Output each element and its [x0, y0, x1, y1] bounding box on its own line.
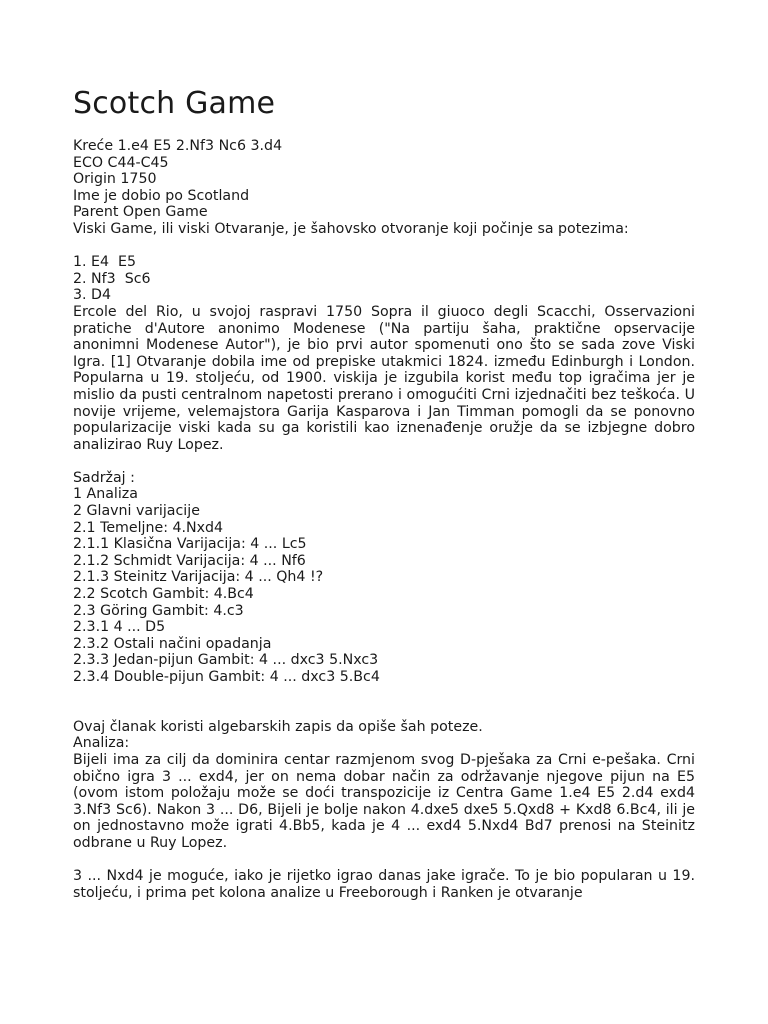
- table-of-contents: [73, 470, 695, 686]
- info-line: ECO C44-C45: [73, 154, 169, 171]
- document-page: [73, 84, 695, 901]
- spacer: [73, 686, 695, 719]
- history-paragraph: Ercole del Rio, u svojoj raspravi 1750 Sopra il giuoco degli Scacchi, Osservazioni pratiche d'Autore anonimo Modenese ("Na partiju šaha, praktične opservacije anonimni Modenese Autor"), je bio prvi autor spomenuti ono što se sada zove Viski Igra. [1] Otvaranje dobila ime od prepiske utakmici 1824. između Edinburgh i London. Popularna u 19. stoljeću, od 1900. viskija je izgubila korist među top igračima jer je mislio da pusti centralnom napetosti prerano i omogućiti Crni izjednačiti bez teškoća. U novije vrijeme, velemajstora Garija Kasparova i Jan Timman pomogli da se ponovno popularizacije viski kada su ga koristili kao iznenađenje oružje da se izbjegne dobro analizirao Ruy Lopez.: [73, 303, 695, 453]
- toc-item: 2.3.1 4 ... D5: [73, 619, 166, 636]
- info-block: [73, 138, 695, 238]
- move-line: 2. Nf3 Sc6: [73, 270, 151, 287]
- analysis-heading: Analiza:: [73, 735, 130, 752]
- toc-item: 1 Analiza: [73, 486, 138, 503]
- toc-item: 2.1.2 Schmidt Varijacija: 4 ... Nf6: [73, 552, 306, 569]
- move-line: 3. D4: [73, 287, 111, 304]
- toc-item: 2.2 Scotch Gambit: 4.Bc4: [73, 586, 254, 603]
- toc-item: 2.3.4 Double-pijun Gambit: 4 ... dxc3 5.Bc4: [73, 669, 380, 685]
- spacer: [73, 238, 695, 255]
- toc-item: 2.1.3 Steinitz Varijacija: 4 ... Qh4 !?: [73, 569, 324, 586]
- info-line: Parent Open Game: [73, 204, 208, 221]
- spacer: [73, 453, 695, 470]
- info-line: Viski Game, ili viski Otvaranje, je šahovsko otvoranje koji počinje sa potezima:: [73, 220, 629, 237]
- toc-item: 2.1 Temeljne: 4.Nxd4: [73, 519, 224, 536]
- toc-item: 2.3.2 Ostali načini opadanja: [73, 635, 272, 652]
- toc-item: 2.1.1 Klasična Varijacija: 4 ... Lc5: [73, 536, 307, 553]
- page-title: Scotch Game: [73, 86, 276, 121]
- info-line: Origin 1750: [73, 171, 157, 188]
- toc-item: 2.3.3 Jedan-pijun Gambit: 4 ... dxc3 5.Nxc3: [73, 652, 379, 669]
- moves-list: [73, 254, 695, 304]
- last-paragraph: 3 ... Nxd4 je moguće, iako je rijetko igrao danas jake igrače. To je bio popularan u 19. stoljeću, i prima pet kolona analize u Freeborough i Ranken je otvaranje: [73, 868, 695, 901]
- spacer: [73, 852, 695, 869]
- toc-heading: Sadržaj :: [73, 469, 135, 486]
- notation-note: Ovaj članak koristi algebarskih zapis da opiše šah poteze.: [73, 718, 483, 735]
- move-line: 1. E4 E5: [73, 254, 137, 271]
- info-line: Kreće 1.e4 E5 2.Nf3 Nc6 3.d4: [73, 138, 283, 154]
- toc-item: 2 Glavni varijacije: [73, 503, 200, 520]
- analysis-paragraph: Bijeli ima za cilj da dominira centar razmjenom svog D-pješaka za Crni e-pešaka. Crni obično igra 3 ... exd4, jer on nema dobar način za održavanje njegove pijun na E5 (ovom istom položaju može se doći transpozicije iz Centra Game 1.e4 E5 2.d4 exd4 3.Nf3 Sc6). Nakon 3 ... D6, Bijeli je bolje nakon 4.dxe5 dxe5 5.Qxd8 + Kxd8 6.Bc4, ili je on jednostavno može igrati 4.Bb5, kada je 4 ... exd4 5.Nxd4 Bd7 prenosi na Steinitz odbrane u Ruy Lopez.: [73, 751, 695, 851]
- info-line: Ime je dobio po Scotland: [73, 187, 250, 204]
- toc-item: 2.3 Göring Gambit: 4.c3: [73, 602, 244, 619]
